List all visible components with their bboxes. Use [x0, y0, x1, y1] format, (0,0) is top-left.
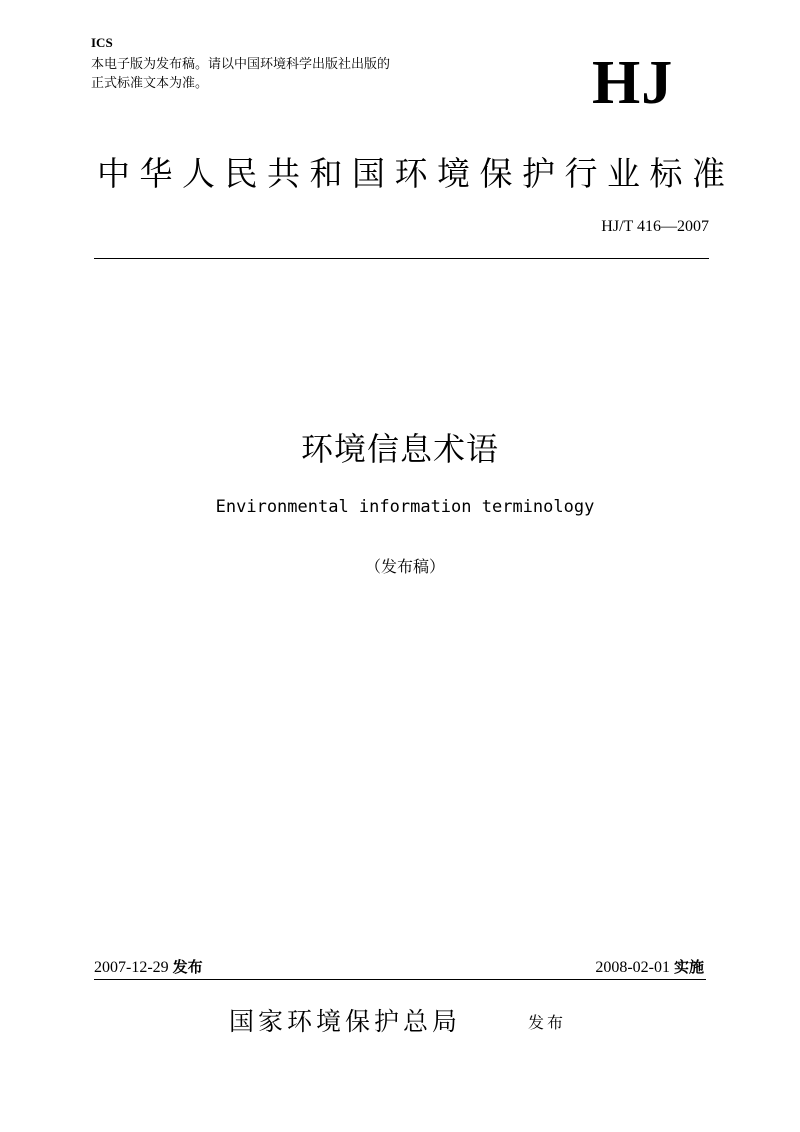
document-title-en: Environmental information terminology: [215, 497, 595, 517]
publisher-action: 发布: [528, 1013, 567, 1032]
standard-number: HJ/T 416—2007: [601, 218, 709, 235]
bottom-divider: [94, 979, 706, 980]
document-title-cn: 环境信息术语: [300, 430, 499, 468]
publisher-name: 国家环境保护总局: [229, 1007, 462, 1036]
top-divider: [94, 258, 709, 259]
document-status: （发布稿）: [364, 557, 445, 576]
issue-date: [94, 956, 203, 977]
hj-logo: HJ: [592, 49, 674, 117]
implementation-date-value: 2008-02-01: [595, 959, 670, 976]
issue-date-label: 发布: [172, 958, 203, 976]
implementation-date: [595, 956, 704, 977]
implementation-date-label: 实施: [673, 958, 704, 976]
standard-category-title: 中华人民共和国环境保护行业标准: [97, 154, 735, 193]
ics-label: ICS: [91, 35, 113, 50]
notice-line-2: 正式标准文本为准。: [91, 75, 209, 90]
notice-line-1: 本电子版为发布稿。请以中国环境科学出版社出版的: [91, 56, 391, 71]
issue-date-value: 2007-12-29: [94, 959, 169, 976]
